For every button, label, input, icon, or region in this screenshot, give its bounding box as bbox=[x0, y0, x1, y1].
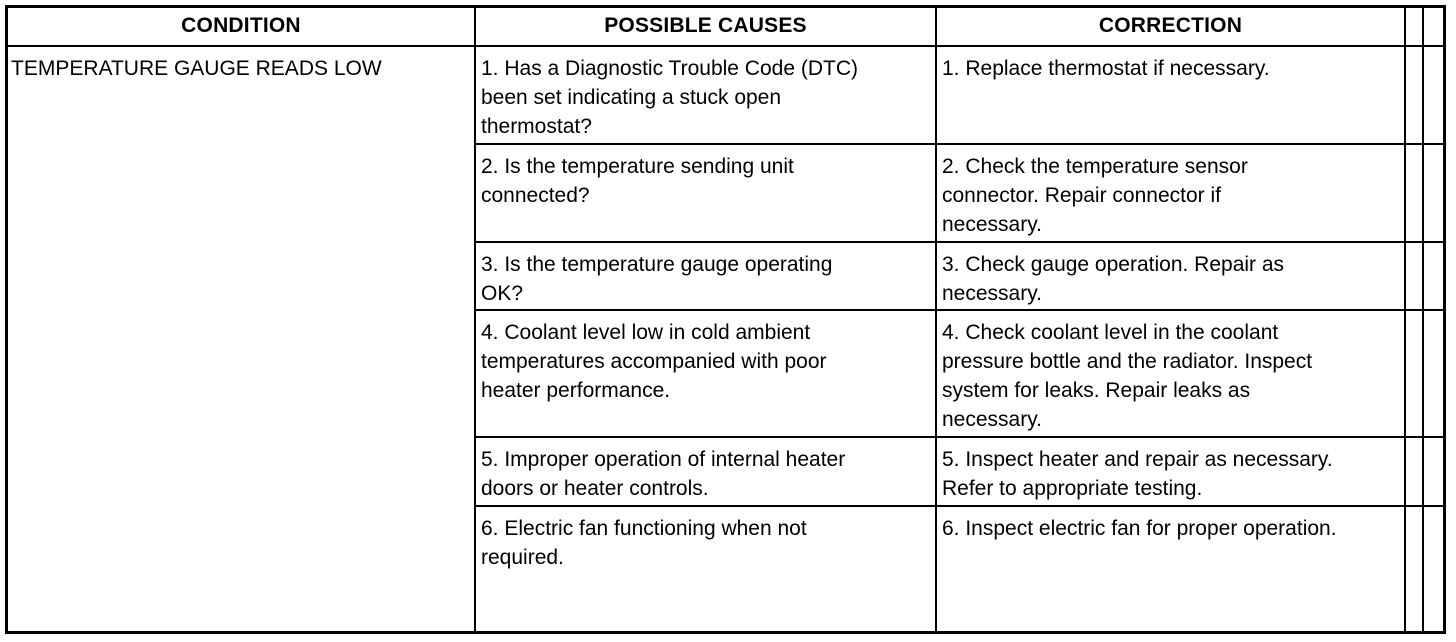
cause-cell: 4. Coolant level low in cold ambient temperatures accompanied with poor heater performance. bbox=[481, 321, 827, 402]
correction-cell: 1. Replace thermostat if necessary. bbox=[942, 57, 1270, 80]
correction-cell: 5. Inspect heater and repair as necessary. Refer to appropriate testing. bbox=[942, 448, 1333, 500]
row-divider bbox=[474, 309, 1446, 311]
column-divider bbox=[1422, 5, 1424, 634]
correction-cell: 2. Check the temperature sensor connector. Repair connector if necessary. bbox=[942, 155, 1248, 236]
correction-cell: 6. Inspect electric fan for proper operation. bbox=[942, 517, 1337, 540]
cause-cell: 2. Is the temperature sending unit connected? bbox=[481, 155, 794, 207]
row-divider bbox=[474, 436, 1446, 438]
cause-cell: 6. Electric fan functioning when not required. bbox=[481, 517, 807, 569]
header-correction: CORRECTION bbox=[1098, 14, 1243, 37]
column-divider bbox=[1404, 5, 1406, 634]
cause-cell: 3. Is the temperature gauge operating OK? bbox=[481, 253, 833, 305]
correction-cell: 4. Check coolant level in the coolant pressure bottle and the radiator. Inspect system for leaks. Repair leaks as necessary. bbox=[942, 321, 1313, 431]
column-divider bbox=[935, 5, 937, 634]
cause-cell: 1. Has a Diagnostic Trouble Code (DTC) been set indicating a stuck open thermostat? bbox=[481, 57, 858, 138]
cause-cell: 5. Improper operation of internal heater doors or heater controls. bbox=[481, 448, 846, 500]
correction-cell: 3. Check gauge operation. Repair as necessary. bbox=[942, 253, 1285, 305]
header-possible-causes: POSSIBLE CAUSES bbox=[604, 14, 807, 37]
row-divider bbox=[474, 143, 1446, 145]
row-divider bbox=[474, 241, 1446, 243]
column-divider bbox=[474, 5, 476, 634]
header-condition: CONDITION bbox=[181, 14, 301, 37]
condition-cell: TEMPERATURE GAUGE READS LOW bbox=[11, 57, 382, 80]
row-divider bbox=[474, 505, 1446, 507]
